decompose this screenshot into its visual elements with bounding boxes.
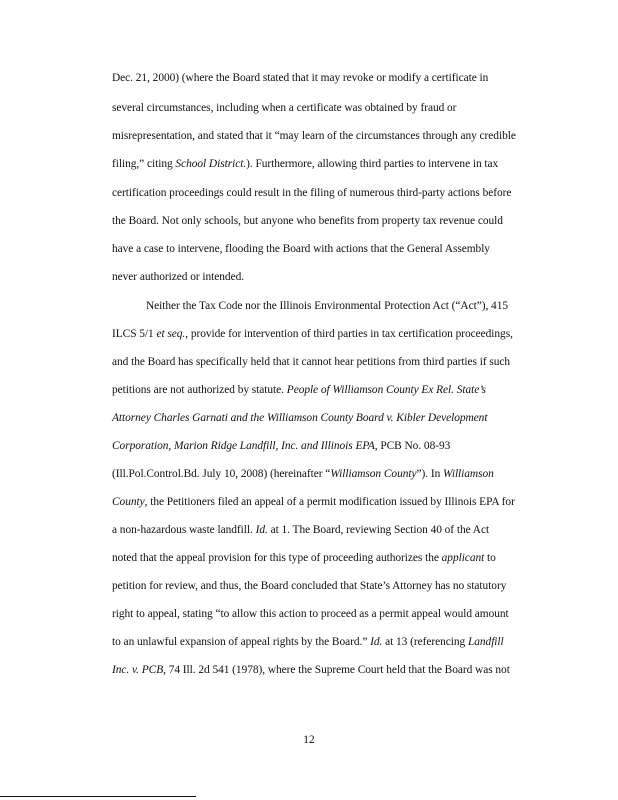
text-line: Dec. 21, 2000) (where the Board stated that it may revoke or modify a certificate in: [112, 72, 489, 84]
page-number: 12: [303, 734, 315, 746]
text-line: never authorized or intended.: [112, 271, 245, 283]
text-line: Inc. v. PCB, 74 Ill. 2d 541 (1978), where the Supreme Court held that the Board was not: [112, 664, 510, 676]
text-line: have a case to intervene, flooding the Board with actions that the General Assembly: [112, 243, 490, 255]
text-line: Corporation, Marion Ridge Landfill, Inc. and Illinois EPA, PCB No. 08-93: [112, 440, 451, 452]
text-line: misrepresentation, and stated that it “may learn of the circumstances through any credible: [112, 130, 516, 142]
footnote-divider: [0, 796, 196, 797]
case-citation: People of Williamson County Ex Rel. State’s: [286, 384, 486, 396]
case-citation: School District.: [175, 158, 247, 170]
text-line: right to appeal, stating “to allow this action to proceed as a permit appeal would amount: [112, 608, 509, 620]
case-citation: Inc. v. PCB: [112, 664, 164, 676]
text-line: petition for review, and thus, the Board concluded that State’s Attorney has no statutory: [112, 580, 507, 592]
text-line: County, the Petitioners filed an appeal of a permit modification issued by Illinois EPA for: [112, 496, 515, 508]
text-line: (Ill.Pol.Control.Bd. July 10, 2008) (hereinafter “Williamson County”). In Williamson: [112, 468, 494, 480]
case-citation: Corporation, Marion Ridge Landfill, Inc. and Illinois EPA: [112, 440, 375, 452]
text-line: the Board. Not only schools, but anyone who benefits from property tax revenue could: [112, 215, 503, 227]
text-line: several circumstances, including when a certificate was obtained by fraud or: [112, 102, 457, 114]
text-line: [112, 412, 487, 424]
text-line: a non-hazardous waste landfill. Id. at 1. The Board, reviewing Section 40 of the Act: [112, 524, 490, 536]
text-line: certification proceedings could result in the filing of numerous third-party actions before: [112, 187, 512, 199]
case-citation: Attorney Charles Garnati and the Williamson County Board v. Kibler Development: [112, 412, 488, 424]
paragraph-first-line: Neither the Tax Code nor the Illinois Environmental Protection Act (“Act”), 415: [146, 300, 508, 312]
text-line: petitions are not authorized by statute. People of Williamson County Ex Rel. State’s: [112, 384, 486, 396]
text-line: to an unlawful expansion of appeal rights by the Board.” Id. at 13 (referencing Landfill: [112, 636, 504, 648]
text-line: ILCS 5/1 et seq., provide for intervention of third parties in tax certification proceedings,: [112, 328, 513, 340]
text-line: and the Board has specifically held that it cannot hear petitions from third parties if such: [112, 356, 511, 368]
text-line: filing,” citing School District.). Furthermore, allowing third parties to intervene in tax: [112, 158, 499, 170]
text-line: noted that the appeal provision for this type of proceeding authorizes the applicant to: [112, 552, 496, 564]
